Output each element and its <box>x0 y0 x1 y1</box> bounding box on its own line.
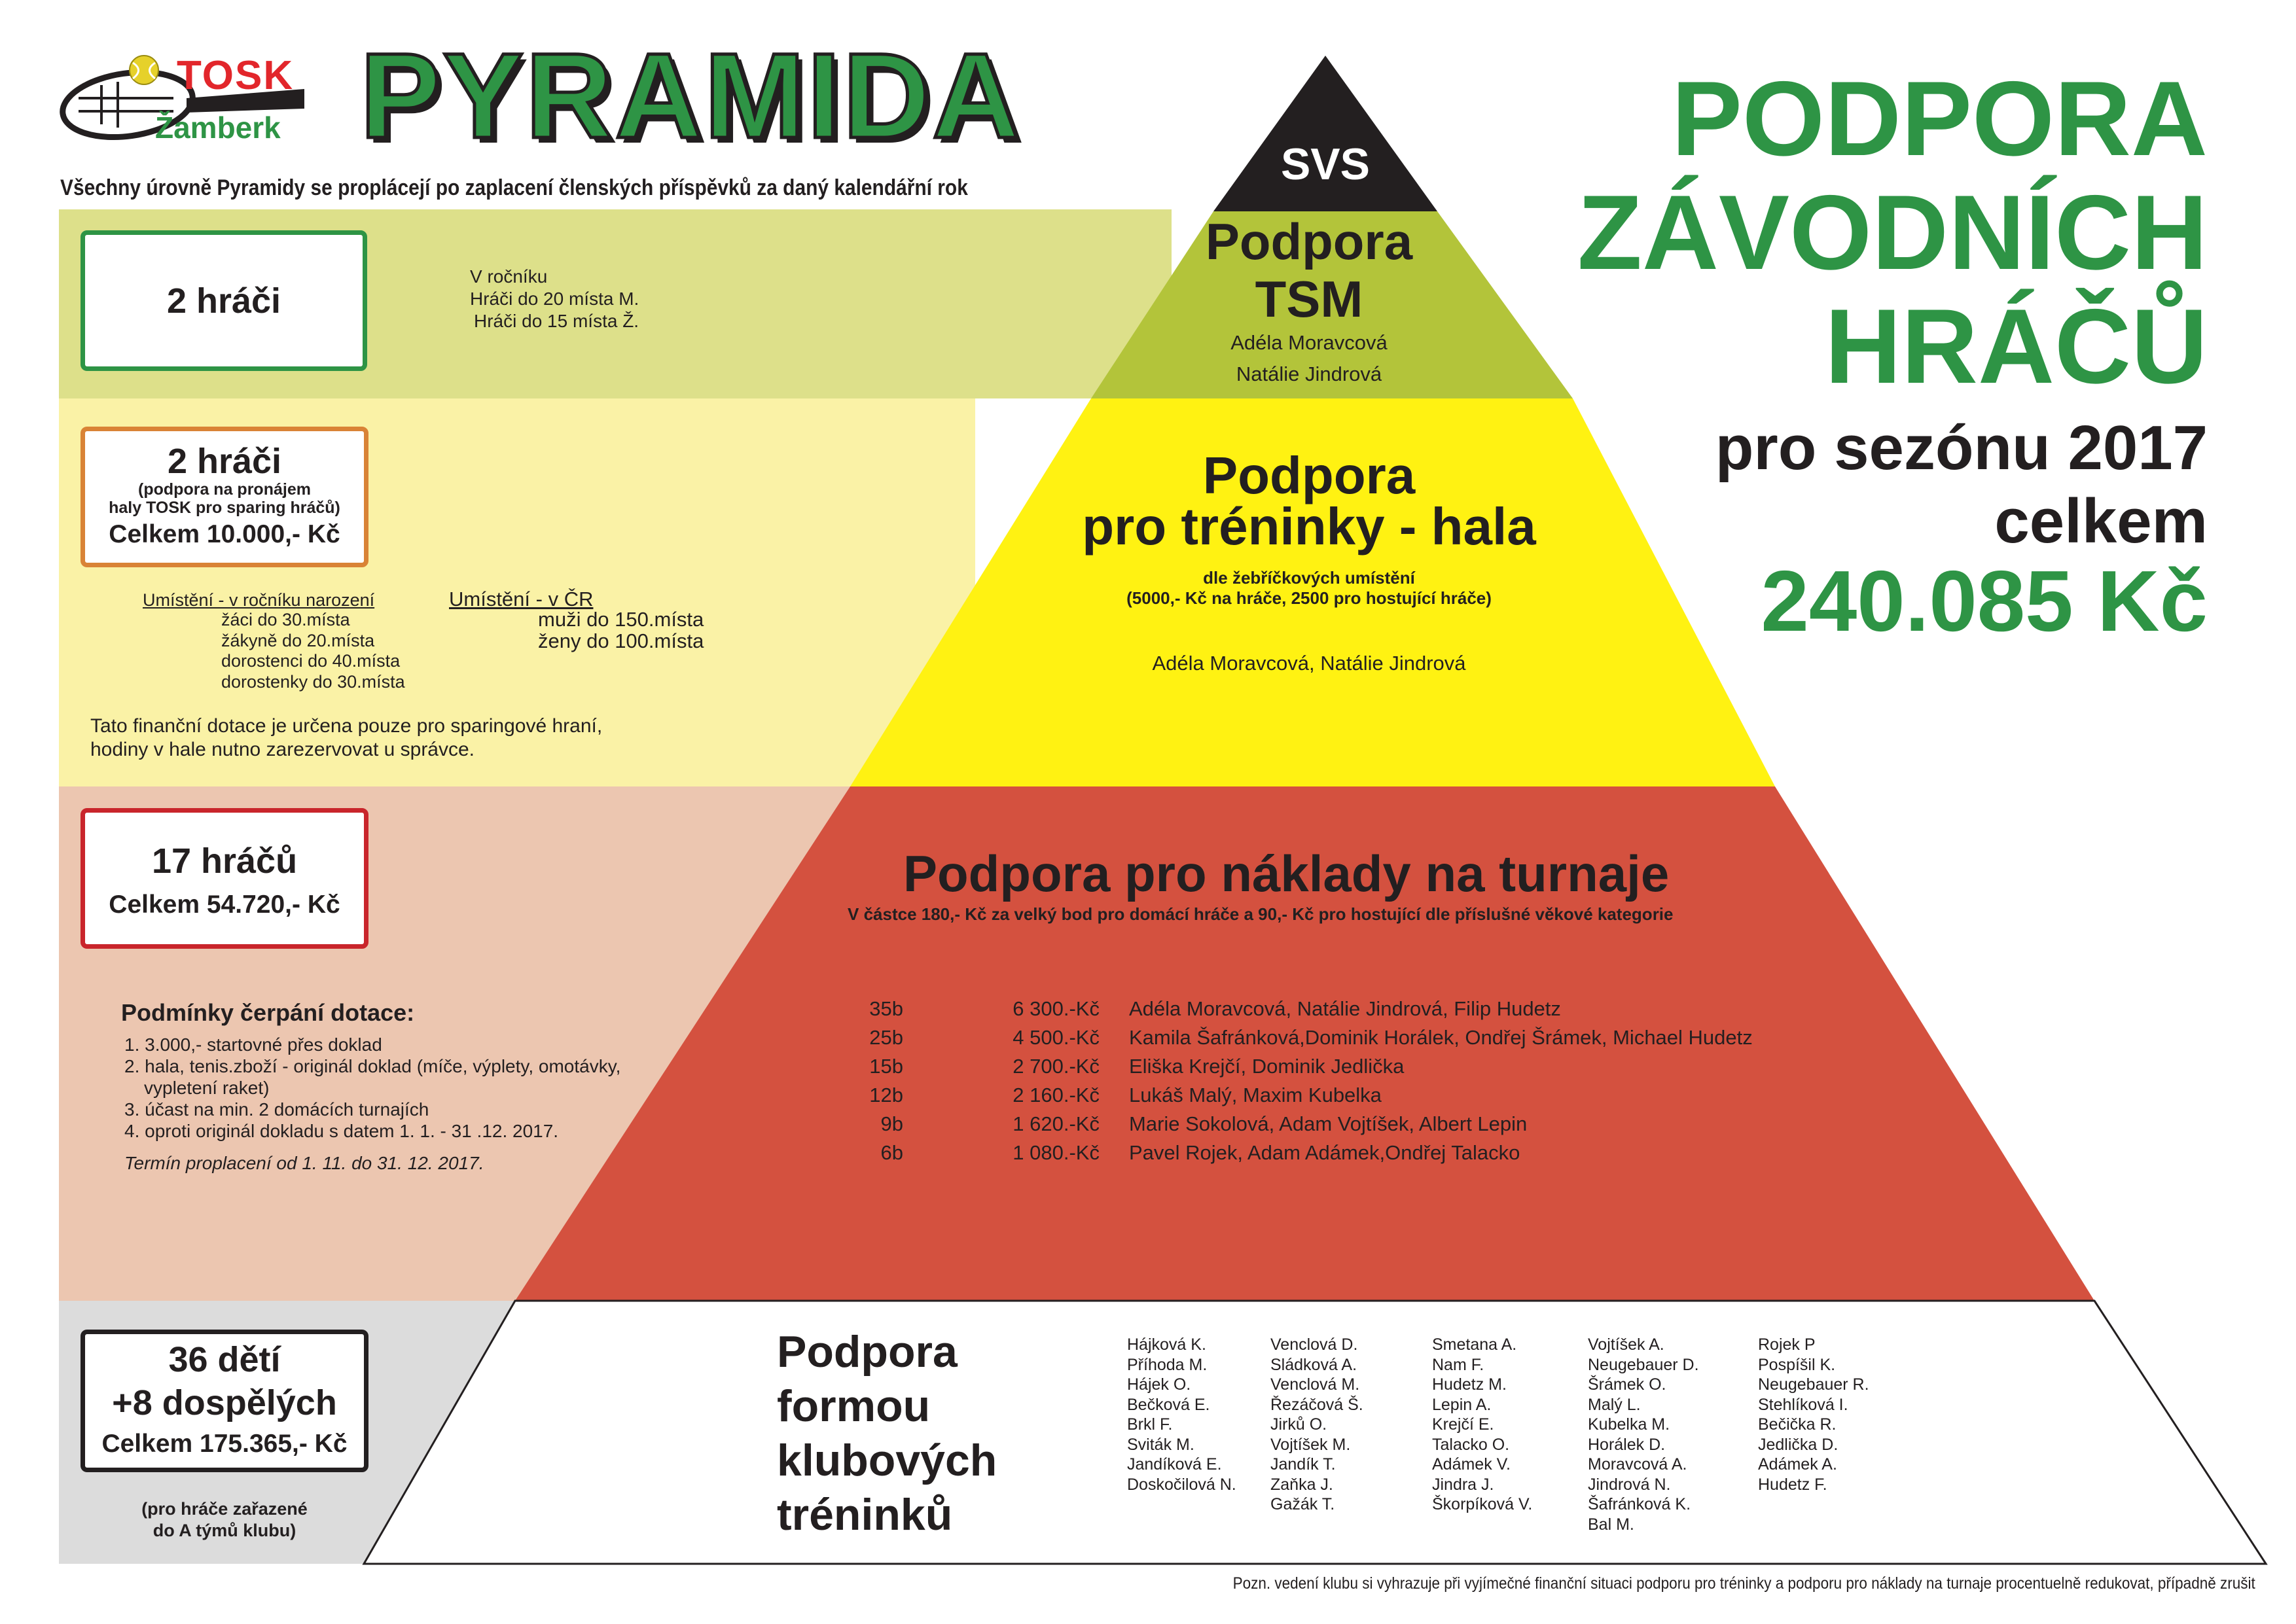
level2-title-line2: pro tréninky - hala <box>1082 497 1536 556</box>
trainee-name: Stehlíková I. <box>1758 1395 1848 1414</box>
player-name: Adéla Moravcová <box>1230 331 1388 354</box>
trainee-name: Malý L. <box>1588 1395 1641 1414</box>
tennis-ball-icon <box>128 54 160 86</box>
row-names: Kamila Šafránková,Dominik Horálek, Ondřej Šrámek, Michael Hudetz <box>1129 1026 1753 1049</box>
trainee-name: Vojtíšek A. <box>1588 1335 1664 1354</box>
trainee-name: Gažák T. <box>1270 1495 1335 1513</box>
trainee-name: Šrámek O. <box>1588 1375 1666 1394</box>
level1-title-line2: TSM <box>1255 270 1363 328</box>
row-names: Adéla Moravcová, Natálie Jindrová, Filip Hudetz <box>1129 997 1561 1020</box>
row-points: 25b <box>869 1026 903 1049</box>
trainee-name: Bal M. <box>1588 1515 1634 1534</box>
trainees-column <box>1588 1335 1699 1534</box>
row-points: 12b <box>869 1084 903 1106</box>
trainee-name: Moravcová A. <box>1588 1455 1687 1474</box>
condition-item: vypletení raket) <box>144 1078 270 1098</box>
level1-count: 2 hráči <box>166 281 281 321</box>
criteria-line: dorostenky do 30.místa <box>221 671 405 692</box>
level4-children: 36 dětí <box>168 1340 281 1379</box>
heading-line1: PODPORA <box>1671 60 2208 178</box>
note-line: (pro hráče zařazené <box>141 1499 308 1519</box>
level2-criteria-left <box>221 610 405 692</box>
criteria-line: žáci do 30.místa <box>221 610 350 629</box>
trainee-name: Příhoda M. <box>1127 1355 1208 1374</box>
trainee-name: Horálek D. <box>1588 1435 1666 1454</box>
level4-title-line: formou <box>777 1381 931 1431</box>
trainee-name: Adámek A. <box>1758 1455 1837 1474</box>
level2-total: Celkem 10.000,- Kč <box>109 520 340 548</box>
level3-total: Celkem 54.720,- Kč <box>109 890 340 919</box>
level2-note1: (podpora na pronájem <box>138 480 311 499</box>
level4-title-line: Podpora <box>777 1327 958 1377</box>
trainee-name: Pospíšil K. <box>1758 1355 1836 1374</box>
trainee-name: Hájek O. <box>1127 1375 1191 1394</box>
trainee-name: Krejčí E. <box>1432 1415 1494 1434</box>
row-names: Marie Sokolová, Adam Vojtíšek, Albert Lepin <box>1129 1112 1528 1135</box>
level2-count-box <box>81 427 368 567</box>
total-value: 240.085 Kč <box>1761 553 2208 649</box>
condition-item: 4. oproti originál dokladu s datem 1. 1. - 31 .12. 2017. <box>124 1121 559 1141</box>
trainee-name: Jindra J. <box>1432 1475 1494 1494</box>
trainee-name: Kubelka M. <box>1588 1415 1670 1434</box>
level2-description <box>1047 568 1571 609</box>
trainee-name: Jandík T. <box>1270 1455 1336 1474</box>
condition-item: 3. účast na min. 2 domácích turnajích <box>124 1099 429 1120</box>
row-points: 15b <box>869 1055 903 1078</box>
row-points: 35b <box>869 997 903 1020</box>
note-line: Tato finanční dotace je určena pouze pro sparingové hraní, <box>90 715 603 737</box>
trainees-column <box>1758 1335 1869 1494</box>
level1-title-line1: Podpora <box>1205 213 1413 270</box>
row-points: 9b <box>880 1112 903 1135</box>
trainee-name: Řezáčová Š. <box>1270 1395 1363 1414</box>
desc-line: (5000,- Kč na hráče, 2500 pro hostující hráče) <box>1126 588 1492 608</box>
note-line: do A týmů klubu) <box>152 1521 296 1540</box>
row-amount: 1 620.-Kč <box>1013 1112 1100 1135</box>
heading-line3: HRÁČŮ <box>1825 287 2208 406</box>
trainee-name: Neugebauer R. <box>1758 1375 1869 1394</box>
conditions-term: Termín proplacení od 1. 11. do 31. 12. 2017. <box>124 1153 484 1173</box>
trainee-name: Hudetz F. <box>1758 1475 1827 1494</box>
criteria-line: ženy do 100.místa <box>538 629 704 652</box>
level4-title <box>777 1325 997 1542</box>
level4-count-box <box>81 1330 368 1472</box>
trainee-name: Jedlička D. <box>1758 1435 1839 1454</box>
page-subtitle: Všechny úrovně Pyramidy se proplácejí po zaplacení členských příspěvků za daný kalendářní rok <box>60 175 968 200</box>
note-line: hodiny v hale nutno zarezervovat u správce. <box>90 739 475 760</box>
row-amount: 1 080.-Kč <box>1013 1141 1100 1164</box>
level2-title <box>1047 446 1571 556</box>
club-logo <box>56 52 317 150</box>
trainees-column <box>1432 1335 1532 1515</box>
row-names: Pavel Rojek, Adam Adámek,Ondřej Talacko <box>1129 1141 1520 1164</box>
trainee-name: Neugebauer D. <box>1588 1355 1699 1374</box>
level3-count-box <box>81 808 368 949</box>
trainee-name: Škorpíková V. <box>1432 1495 1533 1513</box>
trainee-name: Venclová D. <box>1270 1335 1358 1354</box>
row-names: Eliška Krejčí, Dominik Jedlička <box>1129 1055 1405 1078</box>
level3-count: 17 hráčů <box>151 841 298 881</box>
tournament-table <box>851 997 1833 1174</box>
trainee-name: Zaňka J. <box>1270 1475 1333 1494</box>
level4-adults: +8 dospělých <box>112 1383 337 1422</box>
trainee-name: Rojek P <box>1758 1335 1816 1354</box>
trainee-name: Nam F. <box>1432 1355 1484 1374</box>
level2-criteria-left-heading: Umístění - v ročníku narození <box>143 590 375 610</box>
level1-count-box <box>81 230 367 371</box>
trainee-name: Jirků O. <box>1270 1415 1327 1434</box>
row-amount: 6 300.-Kč <box>1013 997 1100 1020</box>
level2-note2: haly TOSK pro sparing hráčů) <box>109 498 340 517</box>
trainee-name: Bečková E. <box>1127 1395 1210 1414</box>
season-text: pro sezónu 2017 <box>1715 413 2208 483</box>
row-points: 6b <box>880 1141 903 1164</box>
conditions-list <box>124 1034 620 1142</box>
level4-title-line: klubových <box>777 1436 997 1485</box>
trainee-name: Sviták M. <box>1127 1435 1194 1454</box>
level2-title-line1: Podpora <box>1202 446 1416 504</box>
trainee-name: Vojtíšek M. <box>1270 1435 1351 1454</box>
right-heading <box>1488 60 2208 649</box>
trainee-name: Venclová M. <box>1270 1375 1360 1394</box>
trainee-name: Hájková K. <box>1127 1335 1206 1354</box>
trainee-name: Adámek V. <box>1432 1455 1511 1474</box>
page-title: PYRAMIDA <box>360 29 1022 164</box>
criteria-line: Hráči do 15 místa Ž. <box>474 311 639 331</box>
trainee-name: Lepin A. <box>1432 1395 1492 1414</box>
trainees-column <box>1270 1335 1363 1515</box>
level3-description: V částce 180,- Kč za velký bod pro domácí hráče a 90,- Kč pro hostující dle příslušné věkové kategorie <box>848 904 1674 924</box>
trainee-name: Sládková A. <box>1270 1355 1357 1374</box>
criteria-line: Hráči do 20 místa M. <box>470 289 639 309</box>
level3-title: Podpora pro náklady na turnaje <box>903 845 1670 902</box>
trainees-column <box>1127 1335 1236 1494</box>
trainee-name: Doskočilová N. <box>1127 1475 1236 1494</box>
player-name: Natálie Jindrová <box>1236 362 1382 385</box>
condition-item: 2. hala, tenis.zboží - originál doklad (míče, výplety, omotávky, <box>124 1056 621 1076</box>
trainee-name: Bečička R. <box>1758 1415 1837 1434</box>
trainee-name: Jandíková E. <box>1127 1455 1222 1474</box>
footer-note: Pozn. vedení klubu si vyhrazuje při vyjímečné finanční situaci podporu pro tréninky a podporu pro náklady na turnaje procentuelně redukovat, případně zrušit <box>1232 1574 2255 1593</box>
level4-note <box>81 1498 368 1542</box>
criteria-line: dorostenci do 40.místa <box>221 651 401 671</box>
row-amount: 2 160.-Kč <box>1013 1084 1100 1106</box>
level4-total: Celkem 175.365,- Kč <box>101 1430 348 1458</box>
logo-brand: TOSK <box>177 53 295 98</box>
row-names: Lukáš Malý, Maxim Kubelka <box>1129 1084 1382 1106</box>
level2-note <box>90 715 602 762</box>
trainee-name: Šafránková K. <box>1588 1495 1691 1513</box>
level1-title <box>1178 213 1440 328</box>
trainee-name: Talacko O. <box>1432 1435 1510 1454</box>
level2-players: Adéla Moravcová, Natálie Jindrová <box>1152 652 1466 675</box>
trainee-name: Hudetz M. <box>1432 1375 1507 1394</box>
trainee-name: Jindrová N. <box>1588 1475 1671 1494</box>
apex-label: SVS <box>1280 139 1371 189</box>
criteria-line: V ročníku <box>470 266 548 287</box>
level2-count: 2 hráči <box>167 441 282 481</box>
level1-criteria <box>470 266 639 332</box>
row-amount: 4 500.-Kč <box>1013 1026 1100 1049</box>
heading-line2: ZÁVODNÍCH <box>1577 173 2208 292</box>
level4-title-line: tréninků <box>777 1490 953 1540</box>
level2-criteria-right <box>538 609 704 652</box>
criteria-line: muži do 150.místa <box>538 608 704 631</box>
conditions-heading: Podmínky čerpání dotace: <box>121 999 415 1026</box>
trainee-name: Brkl F. <box>1127 1415 1173 1434</box>
desc-line: dle žebříčkových umístění <box>1203 568 1415 588</box>
level1-players <box>1178 327 1440 390</box>
criteria-line: žákyně do 20.místa <box>221 630 375 650</box>
condition-item: 1. 3.000,- startovné přes doklad <box>124 1034 382 1055</box>
level2-criteria-right-heading: Umístění - v ČR <box>449 588 594 610</box>
row-amount: 2 700.-Kč <box>1013 1055 1100 1078</box>
total-label: celkem <box>1994 486 2208 556</box>
logo-town: Žamberk <box>155 111 281 145</box>
trainee-name: Smetana A. <box>1432 1335 1517 1354</box>
